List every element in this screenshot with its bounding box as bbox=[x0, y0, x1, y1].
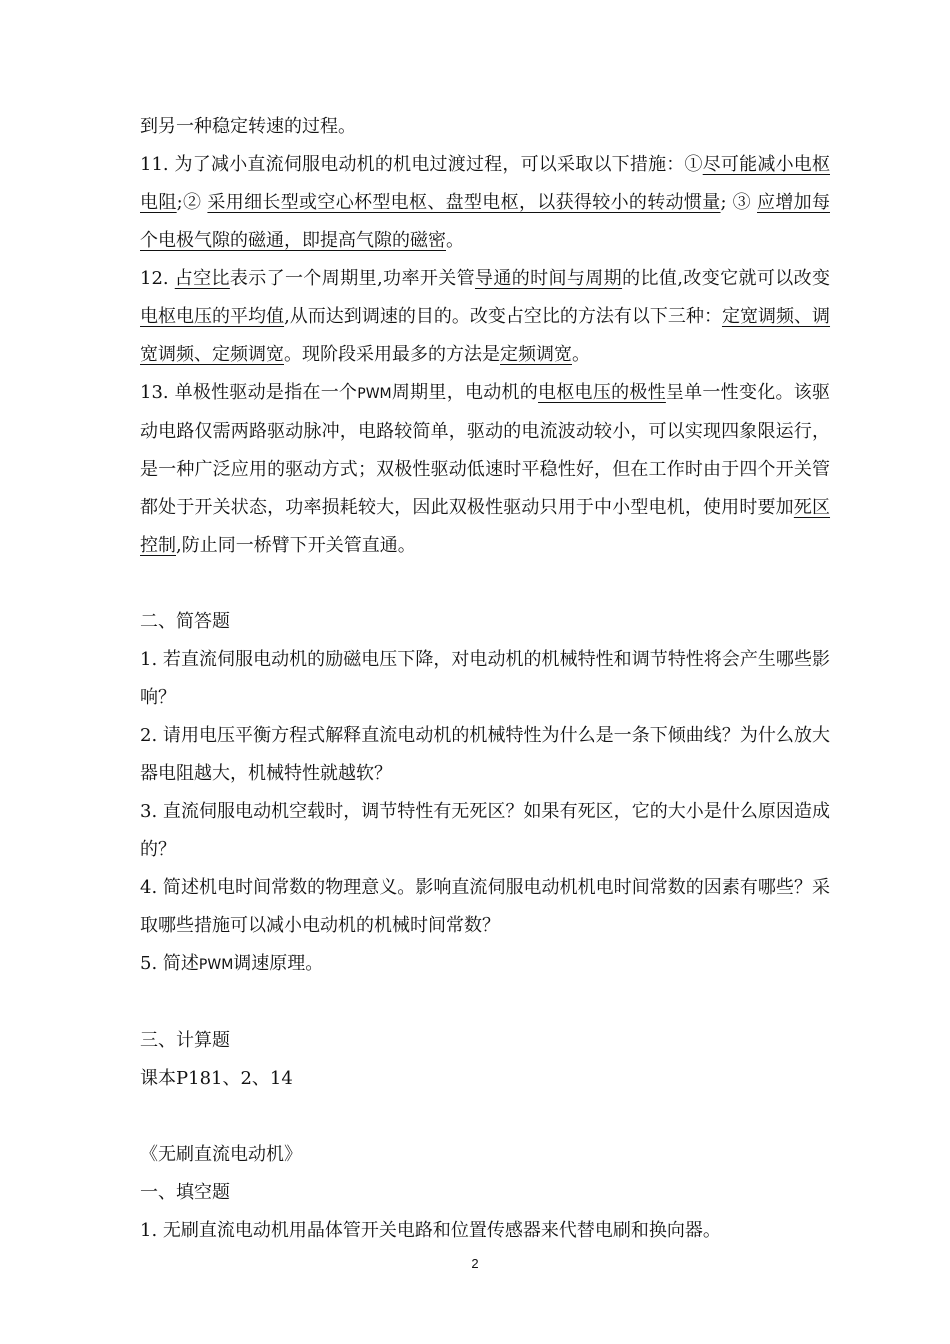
answer-underline: 死区控制 bbox=[140, 497, 831, 556]
short-answer-q2: 2. 请用电压平衡方程式解释直流电动机的机械特性为什么是一条下倾曲线？为什么放大器电阻越大，机械特性就越软？ bbox=[140, 725, 830, 784]
answer-underline: 占空比 bbox=[174, 268, 230, 289]
answer-underline: 导通的时间与周期 bbox=[474, 268, 623, 289]
fill-item-12: 12. 占空比表示了一个周期里,功率开关管导通的时间与周期的比值,改变它就可以改变电枢电压的平均值,从而达到调速的目的。改变占空比的方法有以下三种：定宽调频、调宽调频、定频调宽。现阶段采用最多的方法是定频调宽。 bbox=[140, 268, 831, 365]
answer-underline: 定频调宽 bbox=[500, 344, 572, 365]
fill-item-1: 1. 无刷直流电动机用晶体管开关电路和位置传感器来代替电刷和换向器。 bbox=[140, 1220, 721, 1241]
page-content bbox=[140, 108, 830, 1250]
section-heading-fill: 一、填空题 bbox=[140, 1182, 230, 1203]
short-answer-q4: 4. 简述机电时间常数的物理意义。影响直流伺服电动机机电时间常数的因素有哪些？采取哪些措施可以减小电动机的机械时间常数？ bbox=[140, 877, 830, 936]
section-heading-short-answer: 二、简答题 bbox=[140, 611, 230, 632]
continued-text: 到另一种稳定转速的过程。 bbox=[140, 116, 356, 137]
fill-item-11: 11. 为了减小直流伺服电动机的机电过渡过程，可以采取以下措施：①尽可能减小电枢电阻;② 采用细长型或空心杯型电枢、盘型电枢，以获得较小的转动惯量; ③ 应增加每个电极气隙的磁通，即提高气隙的磁密。 bbox=[140, 154, 830, 251]
chapter-title: 《无刷直流电动机》 bbox=[140, 1144, 302, 1165]
answer-underline: 定宽调频、调宽调频、定频调宽 bbox=[140, 306, 831, 365]
answer-underline: 应增加每个电极气隙的磁通，即提高气隙的磁密 bbox=[140, 192, 830, 251]
answer-underline: 电枢电压的极性 bbox=[538, 382, 666, 403]
answer-underline: 电枢电压的平均值 bbox=[140, 306, 285, 327]
page-number: 2 bbox=[471, 1256, 479, 1271]
short-answer-q1: 1. 若直流伺服电动机的励磁电压下降，对电动机的机械特性和调节特性将会产生哪些影响？ bbox=[140, 649, 830, 708]
fill-item-13: 13. 单极性驱动是指在一个PWM周期里，电动机的电枢电压的极性呈单一性变化。该驱动电路仅需两路驱动脉冲，电路较简单，驱动的电流波动较小，可以实现四象限运行，是一种广泛应用的驱动方式；双极性驱动低速时平稳性好，但在工作时由于四个开关管都处于开关状态，功率损耗较大，因此双极性驱动只用于中小型电机，使用时要加死区控制,防止同一桥臂下开关管直通。 bbox=[140, 382, 831, 556]
short-answer-q5: 5. 简述PWM调速原理。 bbox=[140, 953, 324, 974]
answer-underline: 尽可能减小电枢电阻 bbox=[140, 154, 830, 213]
section-heading-calc: 三、计算题 bbox=[140, 1030, 230, 1051]
calc-line: 课本P181、2、14 bbox=[140, 1068, 293, 1089]
answer-underline: 采用细长型或空心杯型电枢、盘型电枢，以获得较小的转动惯量 bbox=[207, 192, 721, 213]
short-answer-q3: 3. 直流伺服电动机空载时，调节特性有无死区？如果有死区，它的大小是什么原因造成的？ bbox=[140, 801, 830, 860]
